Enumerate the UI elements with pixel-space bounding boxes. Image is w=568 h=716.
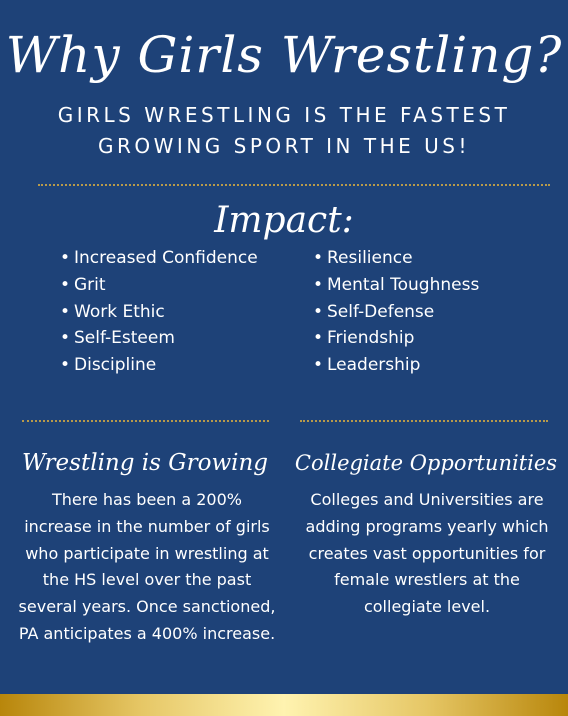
list-item: • Resilience	[313, 245, 479, 272]
impact-list-right	[313, 245, 479, 379]
list-item: • Increased Confidence	[60, 245, 258, 272]
left-column-divider	[22, 420, 269, 422]
growing-body: There has been a 200% increase in the number of girls who participate in wrestling at the HS level over the past several years. Once sanctioned, PA anticipates a 400% increase.	[18, 490, 276, 643]
right-column-divider	[300, 420, 548, 422]
list-item: • Grit	[60, 272, 258, 299]
list-item: • Leadership	[313, 352, 479, 379]
list-item: • Discipline	[60, 352, 258, 379]
list-item: • Mental Toughness	[313, 272, 479, 299]
list-item: • Self-Defense	[313, 299, 479, 326]
top-divider	[38, 184, 550, 186]
list-item: • Friendship	[313, 325, 479, 352]
growing-heading: Wrestling is Growing	[21, 450, 269, 476]
impact-heading: Impact:	[214, 200, 354, 241]
collegiate-heading: Collegiate Opportunities	[294, 451, 558, 475]
page-title: Why Girls Wrestling?	[5, 26, 563, 84]
gold-accent-bar	[0, 694, 568, 716]
collegiate-body: Colleges and Universities are adding programs yearly which creates vast opportunities for female wrestlers at the collegiate level.	[305, 490, 549, 617]
page-subtitle: GIRLS WRESTLING IS THE FASTEST GROWING SPORT IN THE US!	[57, 103, 511, 158]
list-item: • Work Ethic	[60, 299, 258, 326]
list-item: • Self-Esteem	[60, 325, 258, 352]
impact-list-left	[60, 245, 258, 379]
